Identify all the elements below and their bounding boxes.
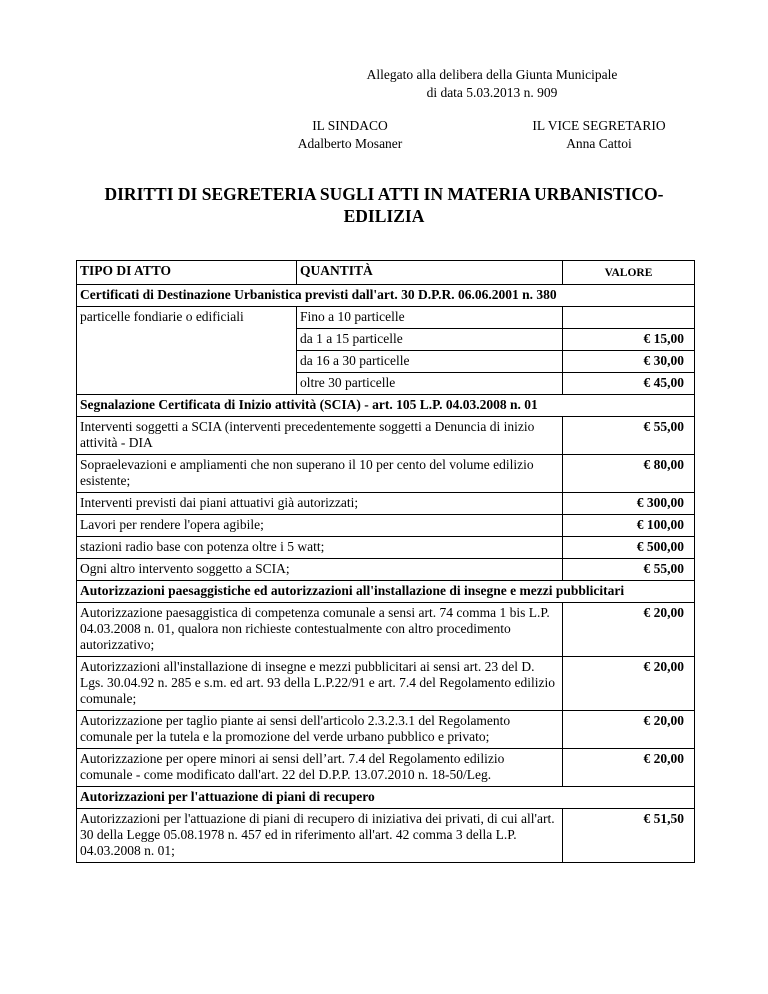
quantity-cell: da 1 a 15 particelle	[297, 329, 563, 351]
description-cell: Lavori per rendere l'opera agibile;	[77, 515, 563, 537]
table-row	[77, 537, 695, 559]
value-cell: € 15,00	[563, 329, 695, 351]
table-row	[77, 749, 695, 787]
value-cell: € 20,00	[563, 749, 695, 787]
description-cell: Autorizzazioni per l'attuazione di piani di recupero di iniziativa dei privati, di cui all'art. 30 della Legge 05.08.1978 n. 457 ed in riferimento all'art. 42 comma 3 della L.P. 04.03.2008 n. 01;	[77, 809, 563, 863]
empty-cell	[77, 329, 297, 351]
description-cell: Interventi soggetti a SCIA (interventi precedentemente soggetti a Denuncia di inizio attività - DIA	[77, 417, 563, 455]
value-cell: € 20,00	[563, 657, 695, 711]
description-cell: Autorizzazione per taglio piante ai sensi dell'articolo 2.3.2.3.1 del Regolamento comunale per la tutela e la promozione del verde urbano pubblico e privato;	[77, 711, 563, 749]
description-cell: Interventi previsti dai piani attuativi già autorizzati;	[77, 493, 563, 515]
section-title: Segnalazione Certificata di Inizio attività (SCIA) - art. 105 L.P. 04.03.2008 n. 01	[77, 395, 695, 417]
attachment-line-2: di data 5.03.2013 n. 909	[426, 85, 558, 100]
table-row	[77, 515, 695, 537]
description-cell: Autorizzazione paesaggistica di competenza comunale a sensi art. 74 comma 1 bis L.P. 04.03.2008 n. 01, qualora non richieste contestualmente con altro procedimento autorizzativo;	[77, 603, 563, 657]
vice-role: IL VICE SEGRETARIO	[532, 118, 666, 133]
document-title-line-2: EDILIZIA	[343, 206, 425, 226]
table-row	[77, 351, 695, 373]
table-row	[77, 455, 695, 493]
value-cell	[563, 307, 695, 329]
empty-cell	[77, 351, 297, 373]
value-cell: € 51,50	[563, 809, 695, 863]
col-header-tipo: TIPO DI ATTO	[77, 261, 297, 285]
mayor-role: IL SINDACO	[312, 118, 388, 133]
section-header-certificati	[77, 285, 695, 307]
description-cell: Autorizzazione per opere minori ai sensi dell’art. 7.4 del Regolamento edilizio comunale - come modificato dall'art. 22 del D.P.P. 13.07.2010 n. 18-50/Leg.	[77, 749, 563, 787]
section-title: Autorizzazioni per l'attuazione di piani di recupero	[77, 787, 695, 809]
description-cell: Sopraelevazioni e ampliamenti che non superano il 10 per cento del volume edilizio esistente;	[77, 455, 563, 493]
section-header-recupero	[77, 787, 695, 809]
value-cell: € 300,00	[563, 493, 695, 515]
empty-cell	[77, 373, 297, 395]
document-title-line-1: DIRITTI DI SEGRETERIA SUGLI ATTI IN MATERIA URBANISTICO-	[104, 184, 664, 204]
fees-table	[76, 260, 695, 863]
value-cell: € 20,00	[563, 711, 695, 749]
table-row	[77, 307, 695, 329]
value-cell: € 20,00	[563, 603, 695, 657]
table-row	[77, 329, 695, 351]
value-cell: € 30,00	[563, 351, 695, 373]
mayor-name: Adalberto Mosaner	[297, 136, 403, 151]
value-cell: € 55,00	[563, 417, 695, 455]
mayor-signature-block	[270, 117, 430, 153]
document-title	[60, 183, 708, 227]
table-row	[77, 603, 695, 657]
table-row	[77, 417, 695, 455]
section-header-scia	[77, 395, 695, 417]
section-header-autorizzazioni	[77, 581, 695, 603]
value-cell: € 100,00	[563, 515, 695, 537]
table-row	[77, 559, 695, 581]
col-header-valore: VALORE	[563, 261, 695, 285]
description-cell: Ogni altro intervento soggetto a SCIA;	[77, 559, 563, 581]
value-cell: € 80,00	[563, 455, 695, 493]
section-title: Certificati di Destinazione Urbanistica previsti dall'art. 30 D.P.R. 06.06.2001 n. 380	[77, 285, 695, 307]
quantity-cell: oltre 30 particelle	[297, 373, 563, 395]
table-row	[77, 711, 695, 749]
table-header-row	[77, 261, 695, 285]
attachment-line-1: Allegato alla delibera della Giunta Municipale	[366, 67, 618, 82]
type-label: particelle fondiarie o edificiali	[77, 307, 297, 329]
table-row	[77, 657, 695, 711]
quantity-cell: da 16 a 30 particelle	[297, 351, 563, 373]
description-cell: Autorizzazioni all'installazione di insegne e mezzi pubblicitari ai sensi art. 23 del D. Lgs. 30.04.92 n. 285 e s.m. ed art. 93 della L.P.22/91 e art. 7.4 del Regolamento edilizio comunale;	[77, 657, 563, 711]
attachment-note	[300, 66, 684, 102]
vice-name: Anna Cattoi	[566, 136, 632, 151]
vice-secretary-signature-block	[498, 117, 700, 153]
value-cell: € 45,00	[563, 373, 695, 395]
table-row	[77, 493, 695, 515]
description-cell: stazioni radio base con potenza oltre i 5 watt;	[77, 537, 563, 559]
table-row	[77, 373, 695, 395]
value-cell: € 500,00	[563, 537, 695, 559]
quantity-cell: Fino a 10 particelle	[297, 307, 563, 329]
col-header-quantita: QUANTITÀ	[297, 261, 563, 285]
section-title: Autorizzazioni paesaggistiche ed autorizzazioni all'installazione di insegne e mezzi pubblicitari	[77, 581, 695, 603]
table-row	[77, 809, 695, 863]
value-cell: € 55,00	[563, 559, 695, 581]
